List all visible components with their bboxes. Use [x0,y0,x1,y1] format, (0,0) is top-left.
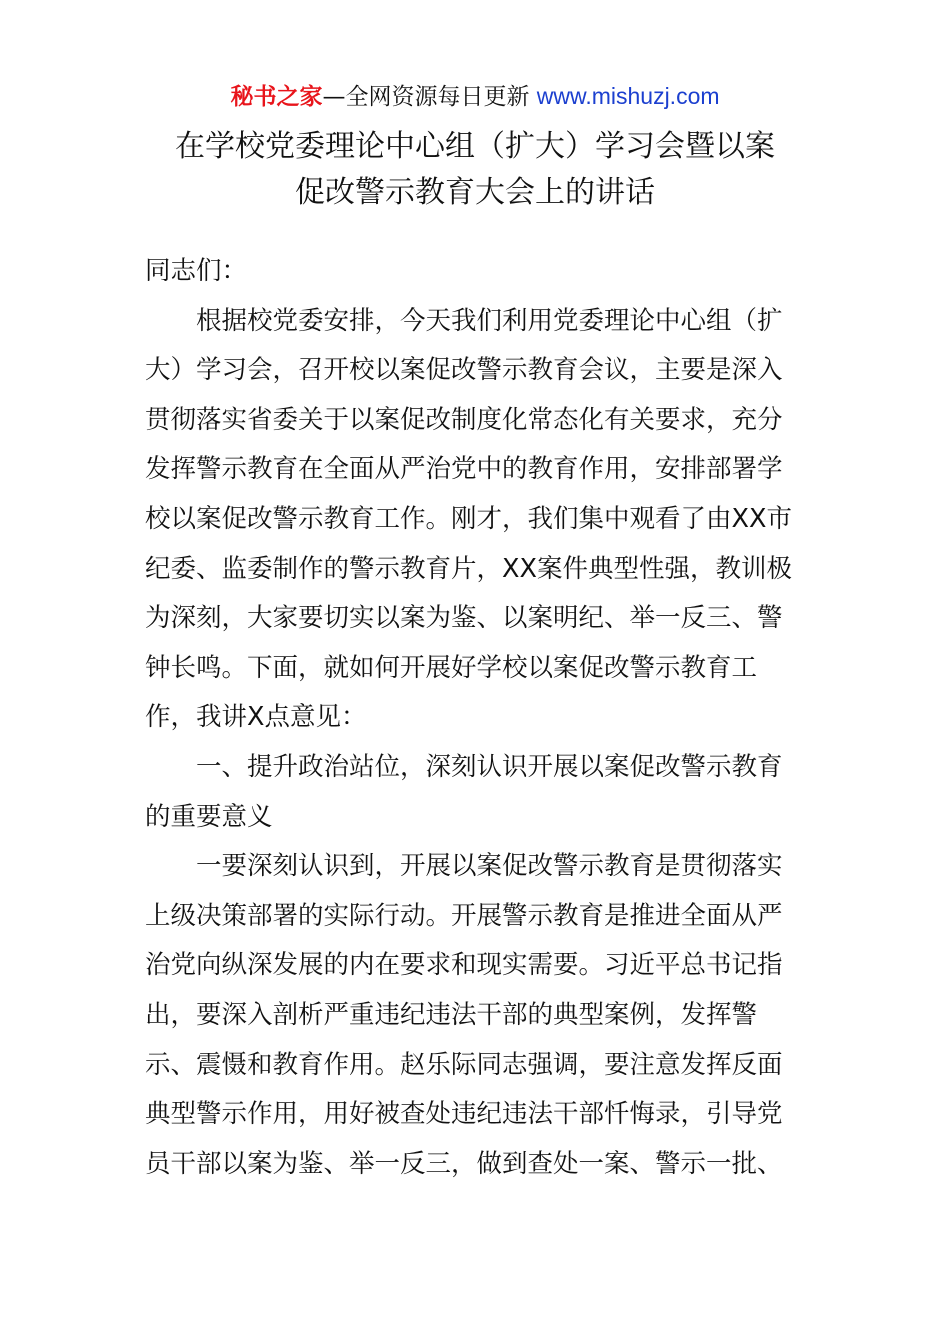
paragraph-line: 作，我讲X点意见： [145,702,367,733]
paragraph-line: 一要深刻认识到，开展以案促改警示教育是贯彻落实 [196,851,783,882]
document-title [0,124,950,216]
document-body [145,247,810,1189]
paragraph-line: 典型警示作用，用好被查处违纪违法干部忏悔录，引导党 [145,1099,783,1130]
paragraph-line: 出，要深入剖析严重违纪违法干部的典型案例，发挥警 [145,999,758,1030]
paragraph-line: 纪委、监委制作的警示教育片，XX案件典型性强，教训极 [145,553,792,584]
paragraph-line: 上级决策部署的实际行动。开展警示教育是推进全面从严 [145,900,783,931]
site-header [0,80,950,113]
paragraph-line: 钟长鸣。下面，就如何开展好学校以案促改警示教育工 [145,652,758,683]
paragraph-1 [145,297,810,743]
paragraph-line: 为深刻，大家要切实以案为鉴、以案明纪、举一反三、警 [145,603,783,634]
heading-line: 一、提升政治站位，深刻认识开展以案促改警示教育 [196,751,783,782]
site-url-link[interactable]: www.mishuzj.com [536,83,720,109]
paragraph-line: 治党向纵深发展的内在要求和现实需要。习近平总书记指 [145,950,783,981]
heading-line: 的重要意义 [145,801,273,832]
paragraph-2 [145,842,810,1189]
greeting-line: 同志们： [145,256,248,286]
paragraph-line: 发挥警示教育在全面从严治党中的教育作用，安排部署学 [145,454,783,485]
section-1-heading [145,743,810,842]
site-tagline: —全网资源每日更新 [322,84,537,110]
paragraph-line: 示、震慑和教育作用。赵乐际同志强调，要注意发挥反面 [145,1049,783,1080]
paragraph-line: 根据校党委安排，今天我们利用党委理论中心组（扩 [196,305,783,336]
title-line-2: 促改警示教育大会上的讲话 [295,175,655,210]
site-brand: 秘书之家 [230,84,323,110]
paragraph-line: 大）学习会，召开校以案促改警示教育会议，主要是深入 [145,355,783,386]
paragraph-line: 贯彻落实省委关于以案促改制度化常态化有关要求，充分 [145,404,783,435]
paragraph-line: 员干部以案为鉴、举一反三，做到查处一案、警示一批、 [145,1148,783,1179]
title-line-1: 在学校党委理论中心组（扩大）学习会暨以案 [175,129,775,164]
greeting [145,247,810,297]
paragraph-line: 校以案促改警示教育工作。刚才，我们集中观看了由XX市 [145,503,792,534]
